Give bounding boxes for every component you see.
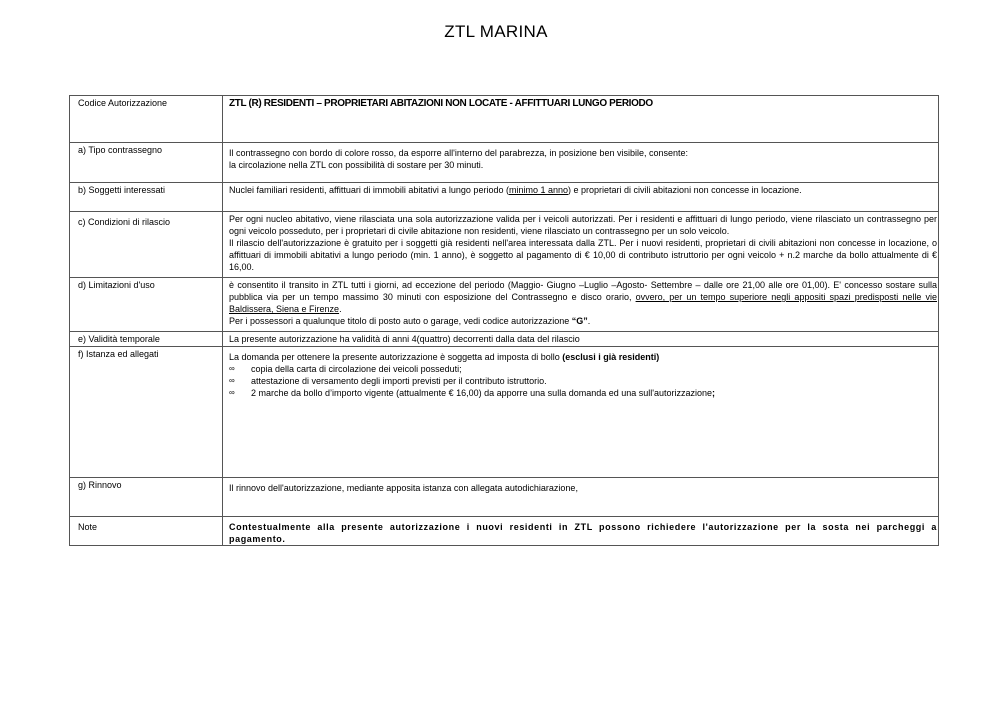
row-value-validita: La presente autorizzazione ha validità di anni 4(quattro) decorrenti dalla data del rilascio xyxy=(223,332,939,347)
table-row xyxy=(70,212,939,278)
soggetti-text-before: Nuclei familiari residenti, affittuari di immobili abitativi a lungo periodo ( xyxy=(229,185,509,195)
condizioni-label-text: c) Condizioni di rilascio xyxy=(78,217,171,227)
row-value-rinnovo xyxy=(223,478,939,517)
row-label-note xyxy=(70,517,223,546)
table-row xyxy=(70,517,939,546)
list-item xyxy=(229,375,937,387)
row-value-code xyxy=(223,96,939,143)
table-row xyxy=(70,183,939,212)
limitazioni-text-before: è consentito il transito in ZTL tutti i giorni, ad eccezione del periodo (Maggio- Giugno –Luglio –Agosto- Settembre – dalle ore 21,00 alle ore 01,00). E' concesso sostare sulla pubblica via per un tempo massimo 30 minuti con esposizione del Contrassegno e disco orario, xyxy=(229,280,937,302)
tipo-line-1: Il contrassegno con bordo di colore rosso, da esporre all'interno del parabrezza, in posizione ben visibile, consente: xyxy=(229,148,688,158)
list-item xyxy=(229,363,937,375)
row-value-limitazioni xyxy=(223,278,939,332)
note-text: Contestualmente alla presente autorizzazione i nuovi residenti in ZTL possono richiedere l'autorizzazione per la sosta nei parcheggi a pagamento. xyxy=(229,522,937,544)
row-label-code: Codice Autorizzazione xyxy=(70,96,223,143)
row-label-condizioni xyxy=(70,212,223,278)
infinity-bullet-icon: ∞ xyxy=(229,376,235,385)
attachment-text: attestazione di versamento degli importi previsti per il contributo istruttorio. xyxy=(251,376,547,386)
infinity-bullet-icon: ∞ xyxy=(229,388,235,397)
limitazioni-underlined: ovvero, per un tempo superiore negli appositi spazi predisposti nelle vie Baldissera, Siena e Firenze xyxy=(229,292,937,314)
authorization-table xyxy=(69,95,939,546)
table-row xyxy=(70,478,939,517)
limitazioni-line2-before: Per i possessori a qualunque titolo di posto auto o garage, vedi codice autorizzazione xyxy=(229,316,572,326)
tipo-line-2: la circolazione nella ZTL con possibilità di sostare per 30 minuti. xyxy=(229,160,484,170)
attachment-text: copia della carta di circolazione dei veicoli posseduti; xyxy=(251,364,462,374)
row-value-istanza xyxy=(223,347,939,478)
attachment-suffix: ; xyxy=(712,388,716,398)
table-row xyxy=(70,143,939,183)
table-row xyxy=(70,332,939,347)
list-item xyxy=(229,387,937,399)
soggetti-text-after: ) e proprietari di civili abitazioni non concesse in locazione. xyxy=(568,185,802,195)
table-row xyxy=(70,278,939,332)
infinity-bullet-icon: ∞ xyxy=(229,364,235,373)
limitazioni-text-after: . xyxy=(339,304,342,314)
row-value-soggetti xyxy=(223,183,939,212)
limitazioni-line2-after: . xyxy=(587,316,591,326)
authorization-code-heading: ZTL (R) RESIDENTI – PROPRIETARI ABITAZIONI NON LOCATE - AFFITTUARI LUNGO PERIODO xyxy=(229,98,653,109)
attachment-text: 2 marche da bollo d’importo vigente (attualmente € 16,00) da apporre una sulla domanda ed una sull'autorizzazione xyxy=(251,388,713,398)
row-label-validita: e) Validità temporale xyxy=(70,332,223,347)
row-label-tipo: a) Tipo contrassegno xyxy=(70,143,223,183)
note-label-text: Note xyxy=(78,522,98,532)
row-label-rinnovo: g) Rinnovo xyxy=(70,478,223,517)
table-row xyxy=(70,347,939,478)
row-value-note xyxy=(223,517,939,546)
row-label-istanza: f) Istanza ed allegati xyxy=(70,347,223,478)
rinnovo-text: Il rinnovo dell'autorizzazione, mediante apposita istanza con allegata autodichiarazione, xyxy=(229,483,578,493)
limitazioni-line2-bold: “G” xyxy=(571,316,588,326)
row-value-tipo xyxy=(223,143,939,183)
row-value-condizioni xyxy=(223,212,939,278)
condizioni-para-1: Per ogni nucleo abitativo, viene rilasciata una sola autorizzazione valida per i veicoli autorizzati. Per i residenti e affittuari di lungo periodo, viene rilasciato un contrassegno per ogni veicolo posseduto, per i proprietari di civile abitazione non residenti, viene rilasciato un contrassegno per un solo veicolo. xyxy=(229,214,937,236)
soggetti-underlined: minimo 1 anno xyxy=(508,185,569,195)
document-title: ZTL MARINA xyxy=(444,22,548,41)
istanza-intro-bold: (esclusi i già residenti) xyxy=(562,352,660,362)
istanza-attachments-list xyxy=(229,363,937,399)
istanza-intro: La domanda per ottenere la presente autorizzazione è soggetta ad imposta di bollo xyxy=(229,352,563,362)
row-label-limitazioni: d) Limitazioni d'uso xyxy=(70,278,223,332)
table-row xyxy=(70,96,939,143)
condizioni-para-2: Il rilascio dell'autorizzazione è gratuito per i soggetti già residenti nell'area interessata dalla ZTL. Per i nuovi residenti, proprietari di civili abitazioni non concesse in locazione, o affittuari di immobili abitativi a lungo periodo (min. 1 anno), è soggetto al pagamento di € 10,00 di contributo istruttorio per ogni veicolo + n.2 marche da bollo attualmente di € 16,00. xyxy=(229,238,937,272)
row-label-soggetti: b) Soggetti interessati xyxy=(70,183,223,212)
